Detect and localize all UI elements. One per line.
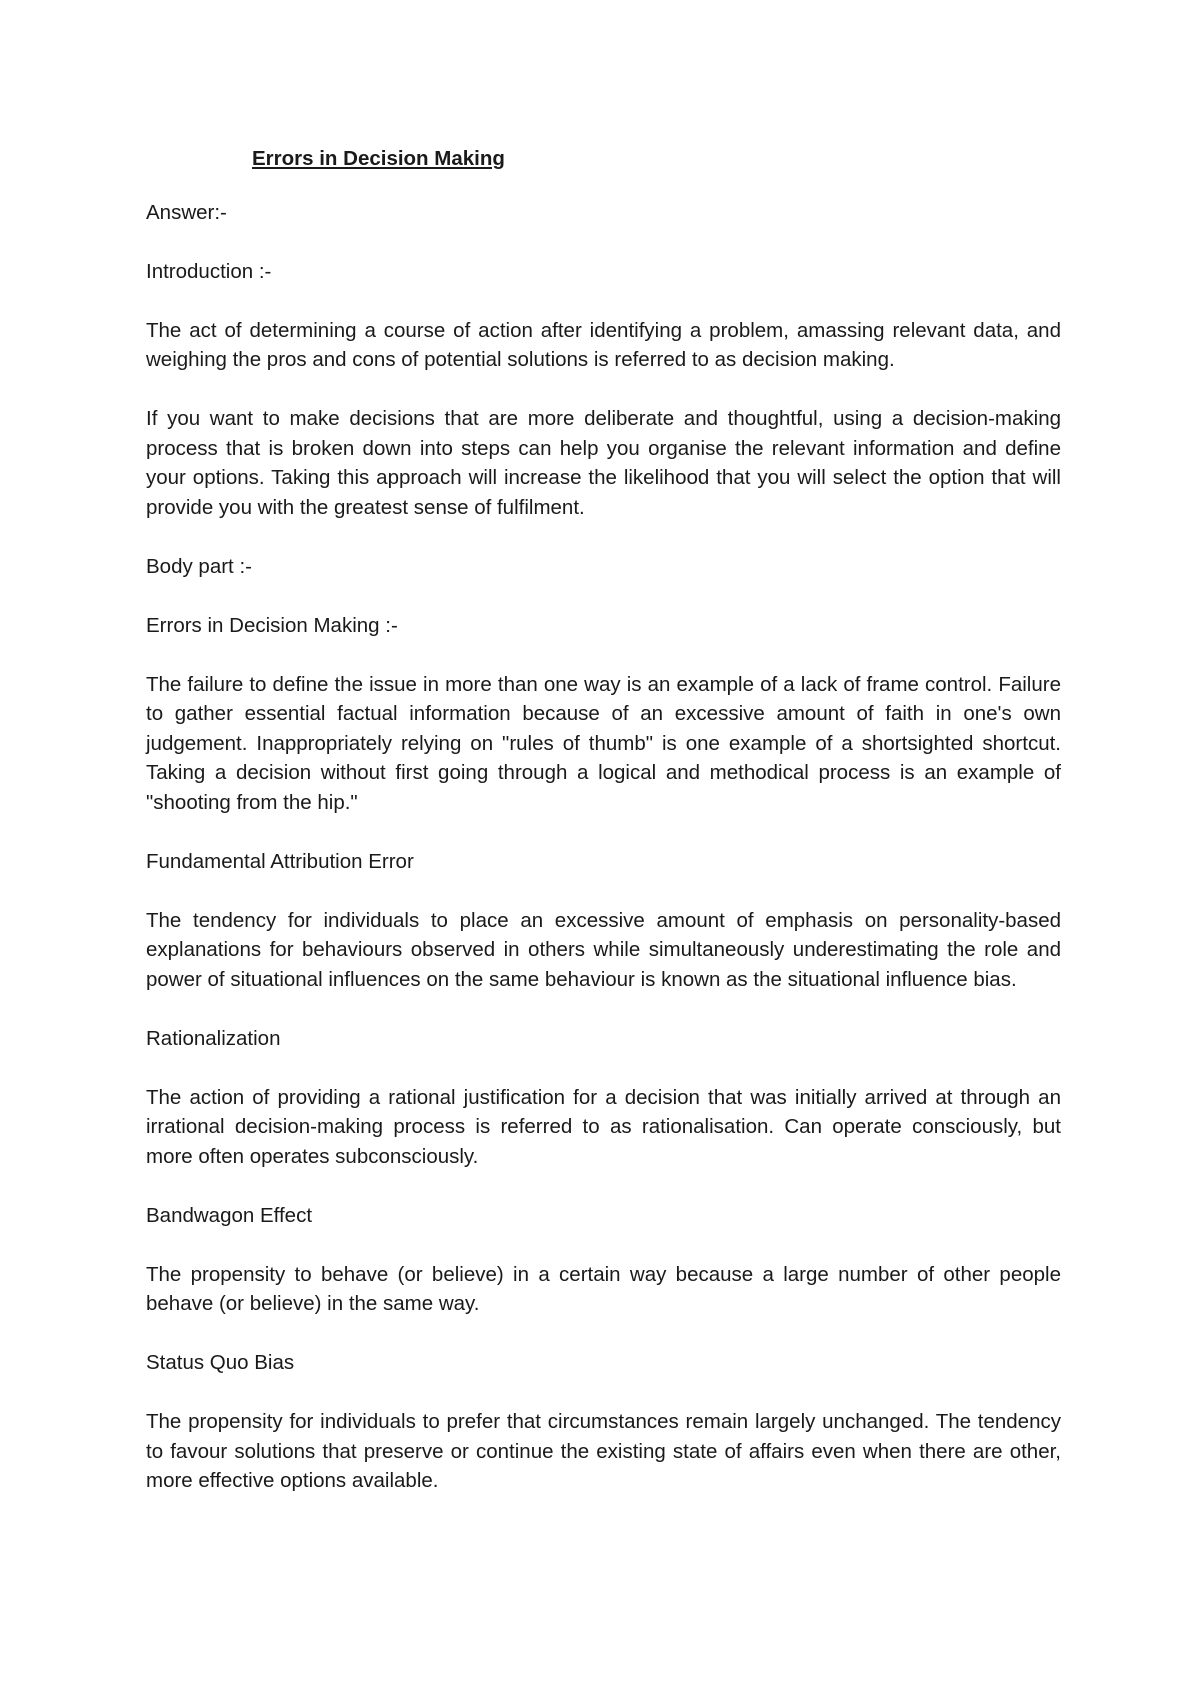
- answer-label: Answer:-: [146, 200, 227, 224]
- errors-paragraph: The failure to define the issue in more than one way is an example of a lack of frame control. Failure to gather essential factual information because of an excessive amount of faith in one's own judgement. Inappropriately relying on "rules of thumb" is one example of a shortsighted shortcut. Taking a decision without first going through a logical and methodical process is an example of "shooting from the hip.": [146, 672, 1061, 814]
- fundamental-attribution-error-heading: Fundamental Attribution Error: [146, 849, 414, 873]
- errors-heading: Errors in Decision Making :-: [146, 613, 398, 637]
- rationalization-heading: Rationalization: [146, 1026, 281, 1050]
- fundamental-attribution-error-paragraph: The tendency for individuals to place an excessive amount of emphasis on personality-based explanations for behaviours observed in others while simultaneously underestimating the role and power of situational influences on the same behaviour is known as the situational influence bias.: [146, 908, 1061, 991]
- body-part-heading: Body part :-: [146, 554, 252, 578]
- introduction-paragraph-1: The act of determining a course of action after identifying a problem, amassing relevant data, and weighing the pros and cons of potential solutions is referred to as decision making.: [146, 318, 1061, 371]
- bandwagon-effect-heading: Bandwagon Effect: [146, 1203, 313, 1227]
- introduction-heading: Introduction :-: [146, 259, 272, 283]
- document-title: Errors in Decision Making: [252, 147, 505, 170]
- status-quo-bias-paragraph: The propensity for individuals to prefer that circumstances remain largely unchanged. The tendency to favour solutions that preserve or continue the existing state of affairs even when there are other, more effective options available.: [146, 1410, 1061, 1492]
- bandwagon-effect-paragraph: The propensity to behave (or believe) in a certain way because a large number of other people behave (or believe) in the same way.: [146, 1262, 1061, 1315]
- introduction-paragraph-2: If you want to make decisions that are more deliberate and thoughtful, using a decision-making process that is broken down into steps can help you organise the relevant information and define your options. Taking this approach will increase the likelihood that you will select the option that will provide you with the greatest sense of fulfilment.: [146, 407, 1061, 519]
- rationalization-paragraph: The action of providing a rational justification for a decision that was initially arrived at through an irrational decision-making process is referred to as rationalisation. Can operate consciously, but more often operates subconsciously.: [146, 1085, 1061, 1168]
- document-content: [146, 144, 1061, 1525]
- status-quo-bias-heading: Status Quo Bias: [146, 1351, 295, 1374]
